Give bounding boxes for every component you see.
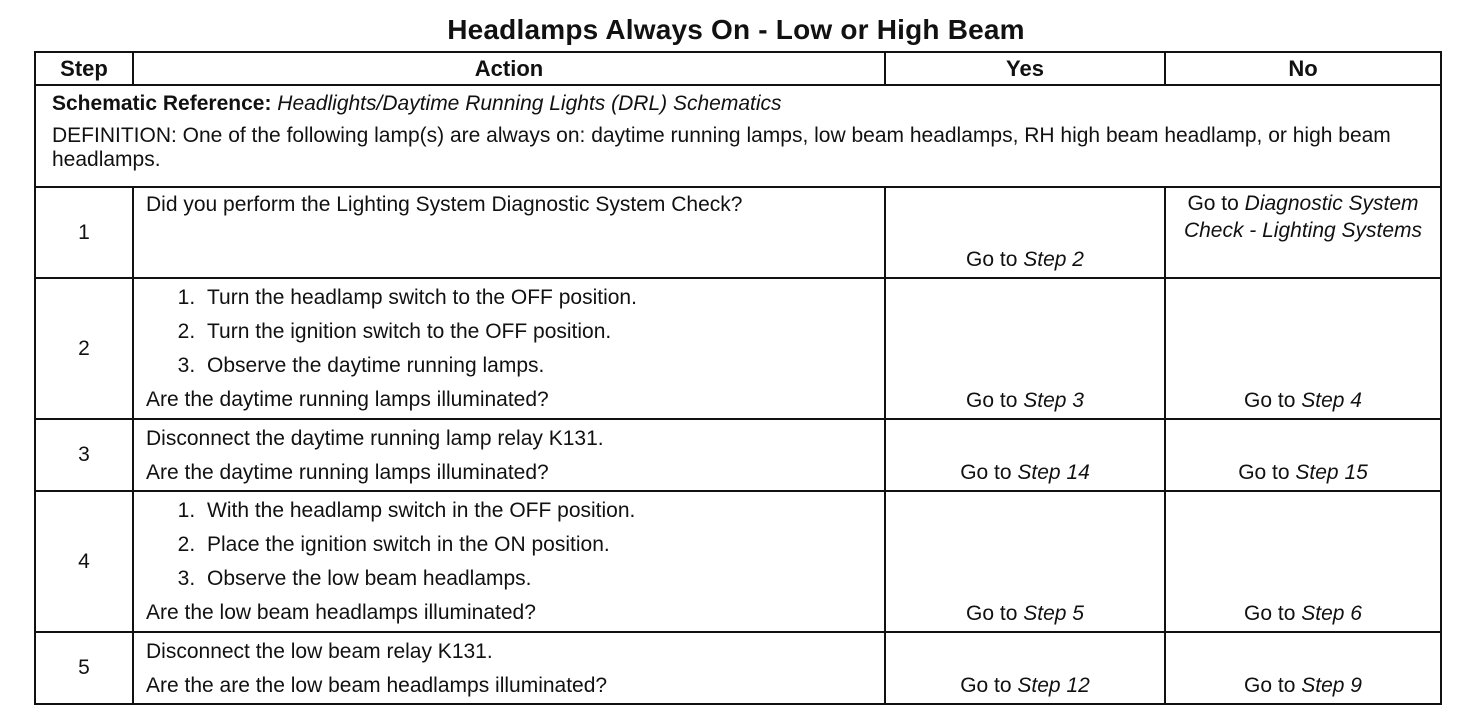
yes-prefix: Go to: [966, 602, 1018, 625]
yes-prefix: Go to: [966, 389, 1018, 412]
action-cell: [133, 278, 885, 419]
substep-list: [146, 494, 874, 596]
table-row: [35, 419, 1441, 491]
substep-item: 3. Observe the low beam headlamps.: [201, 562, 874, 596]
yes-cell: [885, 187, 1165, 278]
definition-text: DEFINITION: One of the following lamp(s) are always on: daytime running lamps, low beam headlamps, RH high beam headlamp, or high beam headlamps.: [52, 124, 1391, 171]
question-text: Are the daytime running lamps illuminated?: [146, 461, 549, 484]
header-yes: Yes: [885, 52, 1165, 85]
substep-item: 1. With the headlamp switch in the OFF position.: [201, 494, 874, 528]
yes-link[interactable]: Step 3: [1023, 389, 1084, 412]
substep-list: [146, 281, 874, 383]
no-link[interactable]: Step 9: [1301, 674, 1362, 697]
yes-prefix: Go to: [960, 674, 1012, 697]
step-number: 2: [35, 278, 133, 419]
question-text: Are the daytime running lamps illuminated?: [146, 388, 549, 411]
header-no: No: [1165, 52, 1441, 85]
substep-item: 3. Observe the daytime running lamps.: [201, 349, 874, 383]
step-number: 1: [35, 187, 133, 278]
action-cell: [133, 419, 885, 491]
yes-link[interactable]: Step 5: [1023, 602, 1084, 625]
substep-item: 2. Turn the ignition switch to the OFF position.: [201, 315, 874, 349]
no-prefix: Go to: [1187, 192, 1239, 215]
no-link[interactable]: Diagnostic System Check - Lighting Systems: [1183, 192, 1423, 242]
action-text: Disconnect the daytime running lamp relay K131.: [146, 427, 604, 450]
action-text: Disconnect the low beam relay K131.: [146, 640, 493, 663]
yes-cell: [885, 632, 1165, 704]
header-action: Action: [133, 52, 885, 85]
table-row: [35, 491, 1441, 632]
no-prefix: Go to: [1244, 602, 1296, 625]
yes-prefix: Go to: [960, 461, 1012, 484]
no-link[interactable]: Step 6: [1301, 602, 1362, 625]
no-prefix: Go to: [1244, 674, 1296, 697]
no-cell: [1165, 187, 1441, 278]
action-cell: [133, 491, 885, 632]
yes-link[interactable]: Step 14: [1017, 461, 1090, 484]
step-number: 3: [35, 419, 133, 491]
schematic-cell: [35, 85, 1441, 187]
question-text: Are the low beam headlamps illuminated?: [146, 601, 536, 624]
no-cell: [1165, 491, 1441, 632]
no-cell: [1165, 419, 1441, 491]
header-row: [35, 52, 1441, 85]
step-number: 4: [35, 491, 133, 632]
table-row: [35, 187, 1441, 278]
action-cell: [133, 632, 885, 704]
substep-item: 2. Place the ignition switch in the ON position.: [201, 528, 874, 562]
diagnostic-table: [34, 51, 1442, 705]
table-row: [35, 632, 1441, 704]
schematic-link[interactable]: Headlights/Daytime Running Lights (DRL) Schematics: [277, 92, 782, 115]
yes-cell: [885, 491, 1165, 632]
no-link[interactable]: Step 4: [1301, 389, 1362, 412]
step-number: 5: [35, 632, 133, 704]
action-cell: [133, 187, 885, 278]
no-cell: [1165, 278, 1441, 419]
yes-prefix: Go to: [966, 248, 1018, 271]
schematic-row: [35, 85, 1441, 187]
no-link[interactable]: Step 15: [1295, 461, 1368, 484]
no-cell: [1165, 632, 1441, 704]
question-text: Are the are the low beam headlamps illuminated?: [146, 674, 608, 697]
page-title: Headlamps Always On - Low or High Beam: [447, 14, 1025, 45]
header-step: Step: [35, 52, 133, 85]
substep-item: 1. Turn the headlamp switch to the OFF position.: [201, 281, 874, 315]
action-text: Did you perform the Lighting System Diagnostic System Check?: [146, 193, 743, 216]
yes-link[interactable]: Step 2: [1023, 248, 1084, 271]
yes-cell: [885, 278, 1165, 419]
schematic-label: Schematic Reference:: [52, 92, 272, 115]
yes-link[interactable]: Step 12: [1017, 674, 1090, 697]
no-prefix: Go to: [1244, 389, 1296, 412]
table-row: [35, 278, 1441, 419]
no-prefix: Go to: [1238, 461, 1290, 484]
yes-cell: [885, 419, 1165, 491]
